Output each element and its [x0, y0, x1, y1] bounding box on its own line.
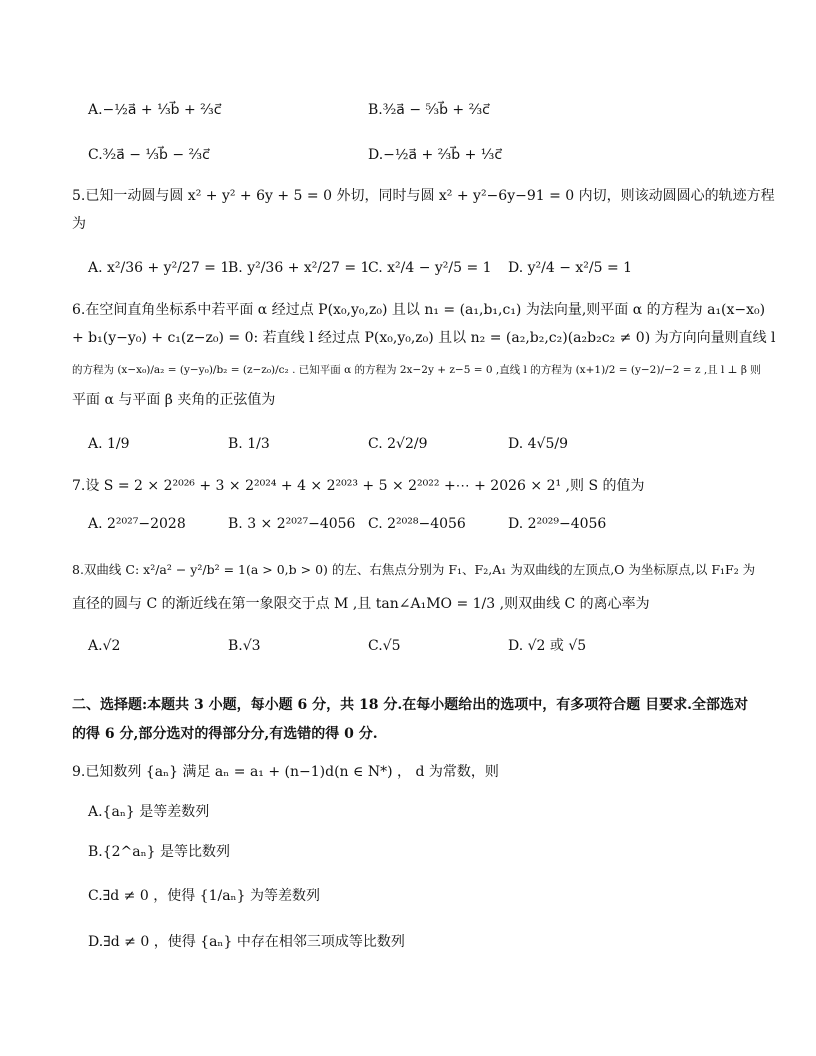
q6-stem-line1: 6.在空间直角坐标系中若平面 α 经过点 P(x₀,y₀,z₀) 且以 n₁ = (a₁,b₁,c₁) 为法向量,则平面 α 的方程为 a₁(x−x₀) [72, 302, 766, 318]
q7-option-d: D. 2²⁰²⁹−4056 [508, 516, 607, 532]
q8-stem-line2: 直径的圆与 C 的渐近线在第一象限交于点 M ,且 tan∠A₁MO = 1/3 ,则双曲线 C 的离心率为 [72, 596, 650, 612]
q8-option-b: B.√3 [228, 638, 261, 654]
q4-option-a: A.−½a⃗ + ⅓b⃗ + ⅔c⃗ [88, 102, 222, 118]
q6-option-a: A. 1/9 [88, 436, 130, 452]
q9-option-c: C.∃d ≠ 0 ，使得 {1/aₙ} 为等差数列 [88, 888, 320, 904]
q4-option-d: D.−½a⃗ + ⅔b⃗ + ⅓c⃗ [368, 147, 503, 163]
q9-option-d: D.∃d ≠ 0 ，使得 {aₙ} 中存在相邻三项成等比数列 [88, 934, 405, 950]
q8-option-c: C.√5 [368, 638, 401, 654]
q5-option-a: A. x²/36 + y²/27 = 1 [88, 260, 230, 276]
q5-stem-line2: 为 [72, 216, 86, 232]
q7-option-a: A. 2²⁰²⁷−2028 [88, 516, 186, 532]
q9-option-a: A.{aₙ} 是等差数列 [88, 804, 210, 820]
q8-option-d: D. √2 或 √5 [508, 638, 587, 654]
q6-option-d: D. 4√5/9 [508, 436, 568, 452]
q6-stem-line2: + b₁(y−y₀) + c₁(z−z₀) = 0: 若直线 l 经过点 P(x₀,y₀,z₀) 且以 n₂ = (a₂,b₂,c₂)(a₂b₂c₂ ≠ 0) 为方向向量则直线 l [72, 330, 776, 346]
q9-option-b: B.{2^aₙ} 是等比数列 [88, 844, 231, 860]
q6-stem-line4: 平面 α 与平面 β 夹角的正弦值为 [72, 392, 276, 408]
q6-option-c: C. 2√2/9 [368, 436, 428, 452]
q5-stem-line1: 5.已知一动圆与圆 x² + y² + 6y + 5 = 0 外切，同时与圆 x² + y²−6y−91 = 0 内切，则该动圆圆心的轨迹方程 [72, 188, 775, 204]
q7-stem: 7.设 S = 2 × 2²⁰²⁶ + 3 × 2²⁰²⁴ + 4 × 2²⁰²³ + 5 × 2²⁰²² +⋯ + 2026 × 2¹ ,则 S 的值为 [72, 478, 645, 494]
section2-heading-line1: 二、选择题:本题共 3 小题，每小题 6 分，共 18 分.在每小题给出的选项中，有多项符合题 目要求.全部选对 [72, 697, 748, 713]
q9-stem: 9.已知数列 {aₙ} 满足 aₙ = a₁ + (n−1)d(n ∈ N*) ， d 为常数，则 [72, 764, 499, 780]
q5-option-d: D. y²/4 − x²/5 = 1 [508, 260, 633, 276]
q7-option-c: C. 2²⁰²⁸−4056 [368, 516, 466, 532]
section2-heading-line2: 的得 6 分,部分选对的得部分分,有选错的得 0 分. [72, 726, 378, 742]
q8-stem-line1: 8.双曲线 C: x²/a² − y²/b² = 1(a > 0,b > 0) 的左、右焦点分别为 F₁、F₂,A₁ 为双曲线的左顶点,O 为坐标原点,以 F₁F₂ 为 [72, 562, 756, 577]
q5-option-c: C. x²/4 − y²/5 = 1 [368, 260, 492, 276]
q4-option-c: C.³⁄₂a⃗ − ⅓b⃗ − ⅔c⃗ [88, 147, 210, 163]
q8-option-a: A.√2 [88, 638, 121, 654]
q6-stem-line3: 的方程为 (x−x₀)/a₂ = (y−y₀)/b₂ = (z−z₀)/c₂ . 已知平面 α 的方程为 2x−2y + z−5 = 0 ,直线 l 的方程为 (x+1)/2 = (y−2)/−2 = z ,且 l ⊥ β 则 [72, 364, 761, 376]
q6-option-b: B. 1/3 [228, 436, 270, 452]
q4-option-b: B.³⁄₂a⃗ − ⁵⁄₃b⃗ + ⅔c⃗ [368, 102, 490, 118]
q7-option-b: B. 3 × 2²⁰²⁷−4056 [228, 516, 356, 532]
q5-option-b: B. y²/36 + x²/27 = 1 [228, 260, 370, 276]
